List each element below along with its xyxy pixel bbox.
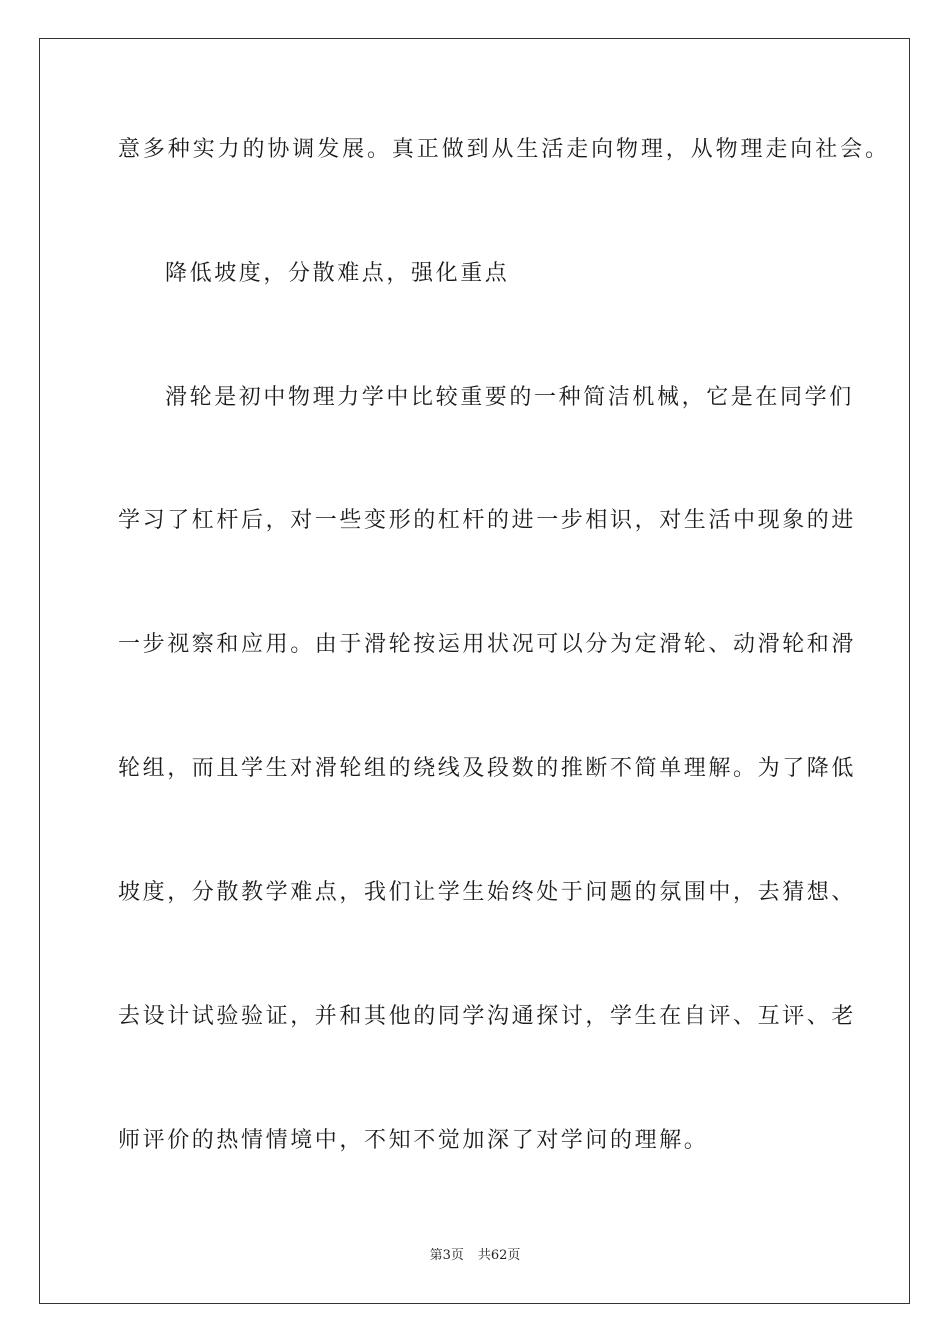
paragraph-line-1: 意多种实力的协调发展。真正做到从生活走向物理，从物理走向社会。 bbox=[118, 137, 890, 162]
paragraph-line-6: 轮组，而且学生对滑轮组的绕线及段数的推断不简单理解。为了降低 bbox=[118, 756, 857, 781]
page-footer bbox=[0, 1246, 950, 1266]
paragraph-line-9: 师评价的热情情境中，不知不觉加深了对学问的理解。 bbox=[118, 1128, 709, 1153]
section-heading: 降低坡度，分散难点，强化重点 bbox=[165, 261, 510, 286]
paragraph-line-8: 去设计试验验证，并和其他的同学沟通探讨，学生在自评、互评、老 bbox=[118, 1004, 857, 1029]
page-border bbox=[39, 38, 910, 1304]
paragraph-line-3: 滑轮是初中物理力学中比较重要的一种简洁机械，它是在同学们 bbox=[165, 385, 854, 410]
paragraph-line-4: 学习了杠杆后，对一些变形的杠杆的进一步相识，对生活中现象的进 bbox=[118, 508, 857, 533]
total-pages-label: 共62页 bbox=[477, 1248, 521, 1263]
paragraph-line-7: 坡度，分散教学难点，我们让学生始终处于问题的氛围中，去猜想、 bbox=[118, 880, 857, 905]
paragraph-line-5: 一步视察和应用。由于滑轮按运用状况可以分为定滑轮、动滑轮和滑 bbox=[118, 632, 857, 657]
current-page-label: 第3页 bbox=[429, 1248, 464, 1263]
